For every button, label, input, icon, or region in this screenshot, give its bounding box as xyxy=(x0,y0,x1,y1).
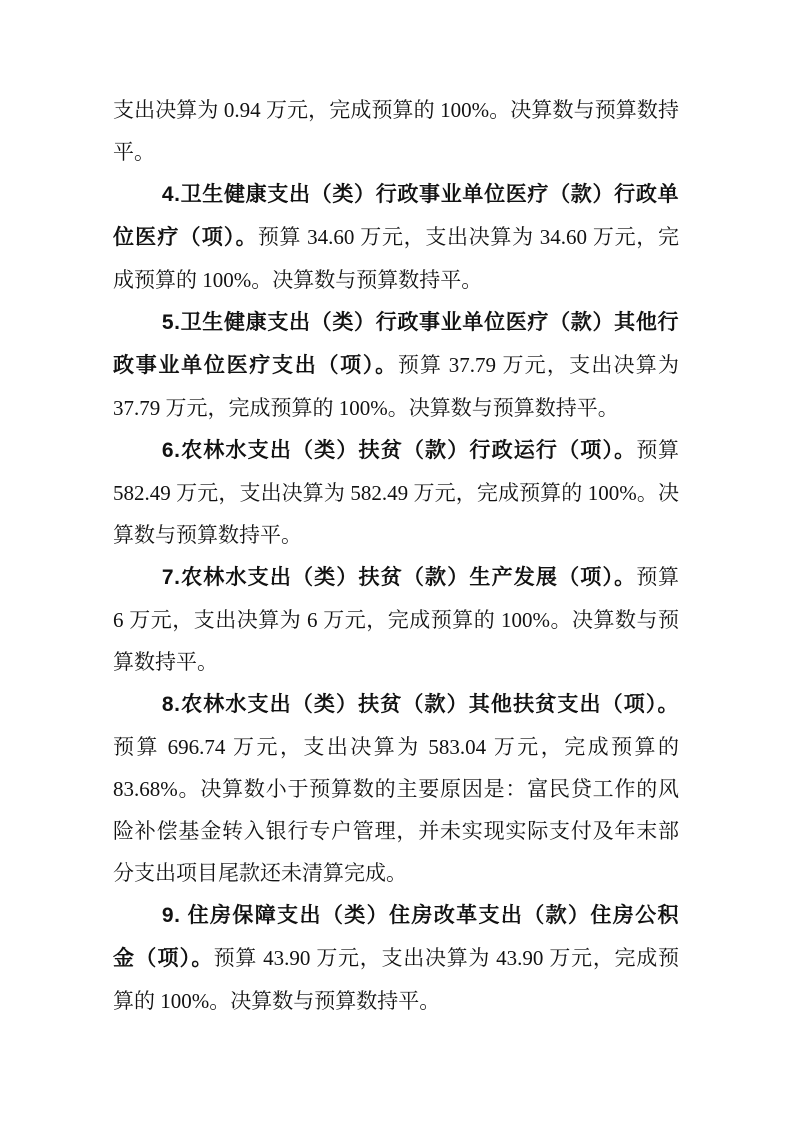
paragraph-item-5 xyxy=(113,301,679,429)
paragraph-lead: 9. 住房保障支出（类）住房改革支出（款）住房公积金（项）。 xyxy=(113,904,679,970)
paragraph-body: 预算 6 万元，支出决算为 6 万元，完成预算的 100%。决算数与预算数持平。 xyxy=(113,565,680,674)
paragraph-item-6 xyxy=(113,429,679,556)
paragraph-lead: 4.卫生健康支出（类）行政事业单位医疗（款）行政单位医疗（项）。 xyxy=(113,183,679,249)
paragraph-body: 预算 582.49 万元，支出决算为 582.49 万元，完成预算的 100%。决算数与预算数持平。 xyxy=(113,438,680,547)
paragraph-lead: 6.农林水支出（类）扶贫（款）行政运行（项）。 xyxy=(161,439,637,462)
paragraph-body: 预算 34.60 万元，支出决算为 34.60 万元，完成预算的 100%。决算数与预算数持平。 xyxy=(113,225,679,292)
paragraph-item-4 xyxy=(113,173,679,301)
paragraph-item-7 xyxy=(113,556,679,683)
paragraph-body: 支出决算为 0.94 万元，完成预算的 100%。决算数与预算数持平。 xyxy=(113,98,679,164)
paragraph-body: 预算 696.74 万元，支出决算为 583.04 万元，完成预算的 83.68%。决算数小于预算数的主要原因是：富民贷工作的风险补偿基金转入银行专户管理，并未实现实际支付及年末部分支出项目尾款还未清算完成。 xyxy=(113,735,679,885)
paragraph-item-9 xyxy=(113,894,679,1022)
paragraph-continuation xyxy=(113,89,679,173)
paragraph-lead: 5.卫生健康支出（类）行政事业单位医疗（款）其他行政事业单位医疗支出（项）。 xyxy=(113,311,679,377)
paragraph-body: 预算 37.79 万元，支出决算为 37.79 万元，完成预算的 100%。决算数与预算数持平。 xyxy=(113,353,679,420)
document-body xyxy=(113,89,679,1022)
paragraph-lead: 8.农林水支出（类）扶贫（款）其他扶贫支出（项）。 xyxy=(161,693,679,716)
paragraph-item-8 xyxy=(113,683,679,894)
paragraph-body: 预算 43.90 万元，支出决算为 43.90 万元，完成预算的 100%。决算数与预算数持平。 xyxy=(113,946,680,1013)
paragraph-lead: 7.农林水支出（类）扶贫（款）生产发展（项）。 xyxy=(161,566,637,589)
